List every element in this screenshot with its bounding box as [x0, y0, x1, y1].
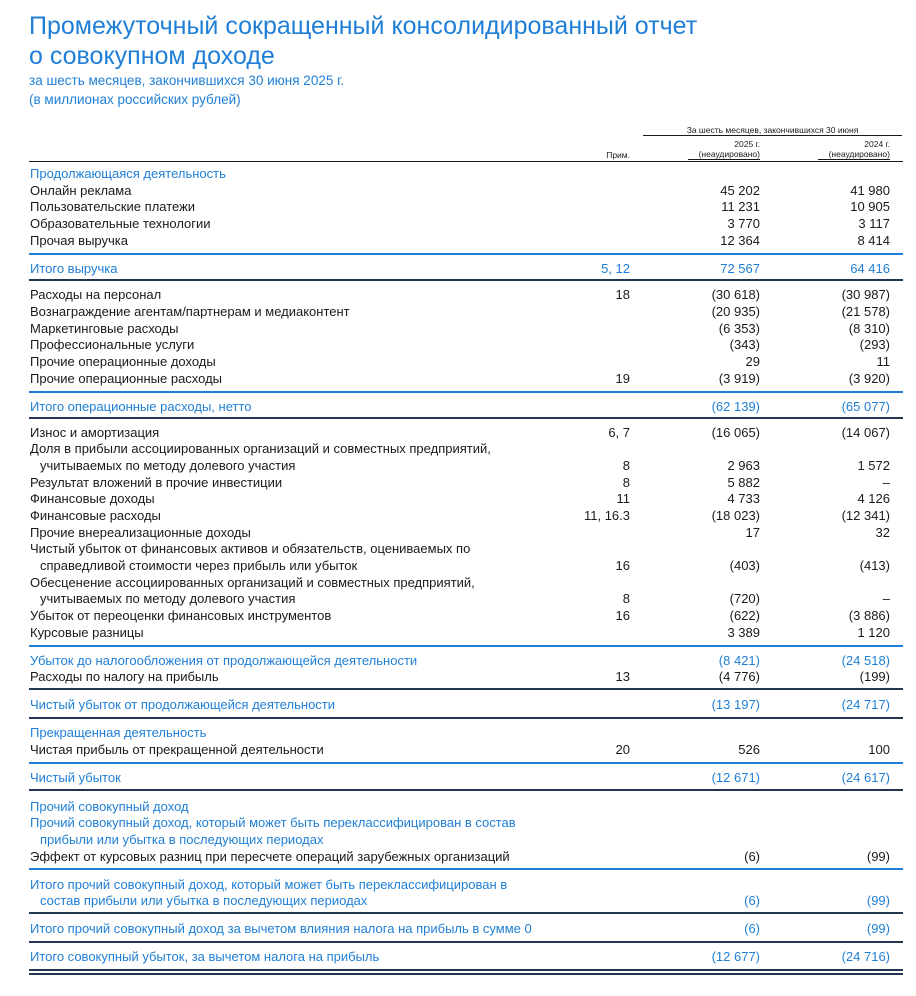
table-row [0, 590, 916, 607]
table-row [0, 260, 916, 277]
table-row [0, 876, 916, 893]
row-label: Расходы на персонал [30, 287, 162, 302]
report-period: за шесть месяцев, закончившихся 30 июня 2025 г. [29, 73, 345, 88]
row-label: учитываемых по методу долевого участия [40, 458, 296, 473]
row-value-2025: 5 882 [727, 475, 760, 490]
table-row [0, 668, 916, 685]
row-label: Чистый убыток от продолжающейся деятельности [30, 697, 336, 712]
row-value-2024: – [882, 475, 890, 490]
row-value-2025: (6) [744, 849, 760, 864]
table-row [0, 920, 916, 937]
table-row [0, 831, 916, 848]
table-row [0, 624, 916, 641]
row-label: Чистый убыток [30, 770, 121, 785]
row-label: Итого прочий совокупный доход, который может быть переклассифицирован в [30, 877, 508, 892]
row-value-2025: (18 023) [711, 508, 760, 523]
table-row [0, 574, 916, 591]
row-value-2025: (6 353) [718, 321, 760, 336]
table-row [0, 607, 916, 624]
row-divider [29, 969, 903, 971]
row-value-2024: 32 [875, 525, 890, 540]
row-value-2025: (6) [744, 921, 760, 936]
table-row [0, 182, 916, 199]
year-2025-column-header [660, 139, 760, 159]
report-title-line2: о совокупном доходе [29, 42, 275, 70]
row-label: Онлайн реклама [30, 183, 132, 198]
row-value-2025: (62 139) [711, 399, 760, 414]
row-value-2024: (24 518) [841, 653, 890, 668]
row-label: Продолжающаяся деятельность [30, 166, 226, 181]
row-label: Эффект от курсовых разниц при пересчете операций зарубежных организаций [30, 849, 510, 864]
row-label: Прочий совокупный доход [30, 799, 189, 814]
row-label: Итого совокупный убыток, за вычетом налога на прибыль [30, 949, 380, 964]
row-value-2025: (13 197) [711, 697, 760, 712]
table-row [0, 540, 916, 557]
note-column-header: Прим. [606, 150, 630, 160]
row-divider [29, 253, 903, 255]
row-value-2025: 526 [738, 742, 760, 757]
row-value-2025: (12 677) [711, 949, 760, 964]
row-note: 5, 12 [601, 261, 630, 276]
row-label: Чистый убыток от финансовых активов и обязательств, оцениваемых по [30, 541, 471, 556]
row-label: Расходы по налогу на прибыль [30, 669, 219, 684]
row-value-2025: 72 567 [720, 261, 760, 276]
row-note: 11 [616, 491, 630, 506]
row-label: справедливой стоимости через прибыль или убыток [40, 558, 358, 573]
table-row [0, 507, 916, 524]
table-row [0, 848, 916, 865]
table-row [0, 198, 916, 215]
row-value-2025: 4 733 [727, 491, 760, 506]
row-note: 11, 16.3 [583, 508, 630, 523]
row-value-2025: (343) [729, 337, 760, 352]
row-value-2025: 29 [745, 354, 760, 369]
row-label: Износ и амортизация [30, 425, 160, 440]
row-label: Итого прочий совокупный доход за вычетом влияния налога на прибыль в сумме 0 [30, 921, 532, 936]
year-2024-label: 2024 г. [864, 139, 890, 149]
row-label: Прочий совокупный доход, который может быть переклассифицирован в состав [30, 815, 516, 830]
table-row [0, 490, 916, 507]
table-row [0, 353, 916, 370]
row-divider [29, 645, 903, 647]
row-value-2025: (6) [744, 893, 760, 908]
row-label: Обесценение ассоциированных организаций и совместных предприятий, [30, 575, 475, 590]
row-value-2024: (12 341) [841, 508, 890, 523]
row-value-2024: (3 886) [848, 608, 890, 623]
row-value-2025: (403) [729, 558, 760, 573]
year-2025-label: 2025 г. [734, 139, 760, 149]
row-value-2025: 12 364 [720, 233, 760, 248]
row-label: прибыли или убытка в последующих периодах [40, 832, 324, 847]
period-column-header: За шесть месяцев, закончившихся 30 июня [686, 125, 859, 135]
row-label: Прочая выручка [30, 233, 128, 248]
row-value-2024: (24 617) [841, 770, 890, 785]
row-divider [29, 789, 903, 791]
row-value-2024: (30 987) [841, 287, 890, 302]
table-row [0, 457, 916, 474]
row-value-2024: 41 980 [850, 183, 890, 198]
table-row [0, 320, 916, 337]
row-value-2025: 45 202 [720, 183, 760, 198]
row-value-2024: (3 920) [848, 371, 890, 386]
row-note: 8 [622, 458, 630, 473]
row-value-2025: 11 231 [721, 199, 760, 214]
row-note: 8 [622, 591, 630, 606]
row-value-2024: (65 077) [841, 399, 890, 414]
row-note: 16 [615, 608, 630, 623]
row-value-2025: 3 389 [727, 625, 760, 640]
row-note: 18 [615, 287, 630, 302]
table-row [0, 165, 916, 182]
row-value-2024: (14 067) [841, 425, 890, 440]
table-row [0, 424, 916, 441]
row-value-2025: (720) [729, 591, 760, 606]
report-title [29, 11, 889, 71]
row-value-2025: 17 [745, 525, 760, 540]
table-row [0, 741, 916, 758]
row-label: Убыток до налогообложения от продолжающейся деятельности [30, 653, 418, 668]
row-divider [29, 868, 903, 870]
year-2025-unaudited: (неаудировано) [698, 149, 760, 159]
row-value-2025: (3 919) [718, 371, 760, 386]
row-label: Образовательные технологии [30, 216, 211, 231]
row-value-2024: 11 [876, 354, 890, 369]
row-label: Профессиональные услуги [30, 337, 195, 352]
row-label: Убыток от переоценки финансовых инструментов [30, 608, 332, 623]
table-row [0, 652, 916, 669]
row-label: Финансовые доходы [30, 491, 155, 506]
row-value-2024: 3 117 [858, 216, 890, 231]
row-value-2024: 1 572 [857, 458, 890, 473]
row-label: Доля в прибыли ассоциированных организаций и совместных предприятий, [30, 441, 491, 456]
row-divider [29, 717, 903, 719]
report-title-line1: Промежуточный сокращенный консолидированный отчет [29, 12, 698, 40]
row-label: Вознаграждение агентам/партнерам и медиаконтент [30, 304, 350, 319]
row-value-2024: (413) [859, 558, 890, 573]
row-note: 6, 7 [608, 425, 630, 440]
row-label: Финансовые расходы [30, 508, 161, 523]
table-row [0, 370, 916, 387]
year-2024-column-header [790, 139, 890, 159]
row-label: Итого выручка [30, 261, 118, 276]
row-value-2024: (199) [859, 669, 890, 684]
row-value-2025: 2 963 [727, 458, 760, 473]
row-label: Результат вложений в прочие инвестиции [30, 475, 283, 490]
table-row [0, 814, 916, 831]
row-value-2024: (99) [866, 921, 890, 936]
row-label: Прочие операционные расходы [30, 371, 223, 386]
row-value-2025: (622) [729, 608, 760, 623]
table-row [0, 336, 916, 353]
row-divider [29, 973, 903, 975]
table-row [0, 769, 916, 786]
row-value-2024: (99) [866, 849, 890, 864]
row-value-2024: (293) [859, 337, 890, 352]
row-label: учитываемых по методу долевого участия [40, 591, 296, 606]
table-row [0, 696, 916, 713]
table-row [0, 948, 916, 965]
row-divider [29, 912, 903, 914]
row-value-2024: 1 120 [857, 625, 890, 640]
row-value-2024: 8 414 [857, 233, 890, 248]
table-row [0, 398, 916, 415]
row-divider [29, 417, 903, 419]
row-value-2024: 10 905 [850, 199, 890, 214]
row-note: 19 [615, 371, 630, 386]
row-value-2024: 64 416 [850, 261, 890, 276]
row-divider [29, 762, 903, 764]
table-row [0, 286, 916, 303]
row-label: Чистая прибыль от прекращенной деятельности [30, 742, 324, 757]
table-row [0, 798, 916, 815]
period-header-divider [643, 135, 902, 136]
row-value-2024: (24 717) [841, 697, 890, 712]
table-row [0, 892, 916, 909]
row-value-2025: (30 618) [711, 287, 760, 302]
row-value-2025: (16 065) [711, 425, 760, 440]
table-row [0, 303, 916, 320]
table-row [0, 724, 916, 741]
report-units: (в миллионах российских рублей) [29, 92, 241, 107]
row-value-2025: (12 671) [711, 770, 760, 785]
table-row [0, 557, 916, 574]
row-note: 8 [622, 475, 630, 490]
year-2025-underline [688, 159, 760, 160]
row-label: состав прибыли или убытка в последующих периодах [40, 893, 368, 908]
table-row [0, 524, 916, 541]
row-label: Прочие операционные доходы [30, 354, 216, 369]
table-row [0, 232, 916, 249]
row-value-2024: 4 126 [857, 491, 890, 506]
row-divider [29, 279, 903, 281]
row-divider [29, 941, 903, 943]
row-label: Курсовые разницы [30, 625, 144, 640]
row-value-2025: (8 421) [718, 653, 760, 668]
year-2024-underline [818, 159, 890, 160]
row-value-2024: (8 310) [848, 321, 890, 336]
row-note: 16 [615, 558, 630, 573]
row-label: Итого операционные расходы, нетто [30, 399, 252, 414]
row-value-2024: (99) [866, 893, 890, 908]
row-note: 13 [615, 669, 630, 684]
row-label: Прочие внереализационные доходы [30, 525, 251, 540]
row-value-2025: (4 776) [718, 669, 760, 684]
row-label: Маркетинговые расходы [30, 321, 179, 336]
year-2024-unaudited: (неаудировано) [828, 149, 890, 159]
table-row [0, 440, 916, 457]
row-divider [29, 161, 903, 162]
row-value-2025: (20 935) [711, 304, 760, 319]
row-label: Прекращенная деятельность [30, 725, 207, 740]
row-note: 20 [615, 742, 630, 757]
row-divider [29, 391, 903, 393]
row-divider [29, 688, 903, 690]
table-row [0, 474, 916, 491]
row-label: Пользовательские платежи [30, 199, 196, 214]
table-row [0, 215, 916, 232]
row-value-2024: (21 578) [841, 304, 890, 319]
row-value-2024: – [882, 591, 890, 606]
row-value-2024: (24 716) [841, 949, 890, 964]
row-value-2025: 3 770 [727, 216, 760, 231]
row-value-2024: 100 [868, 742, 890, 757]
